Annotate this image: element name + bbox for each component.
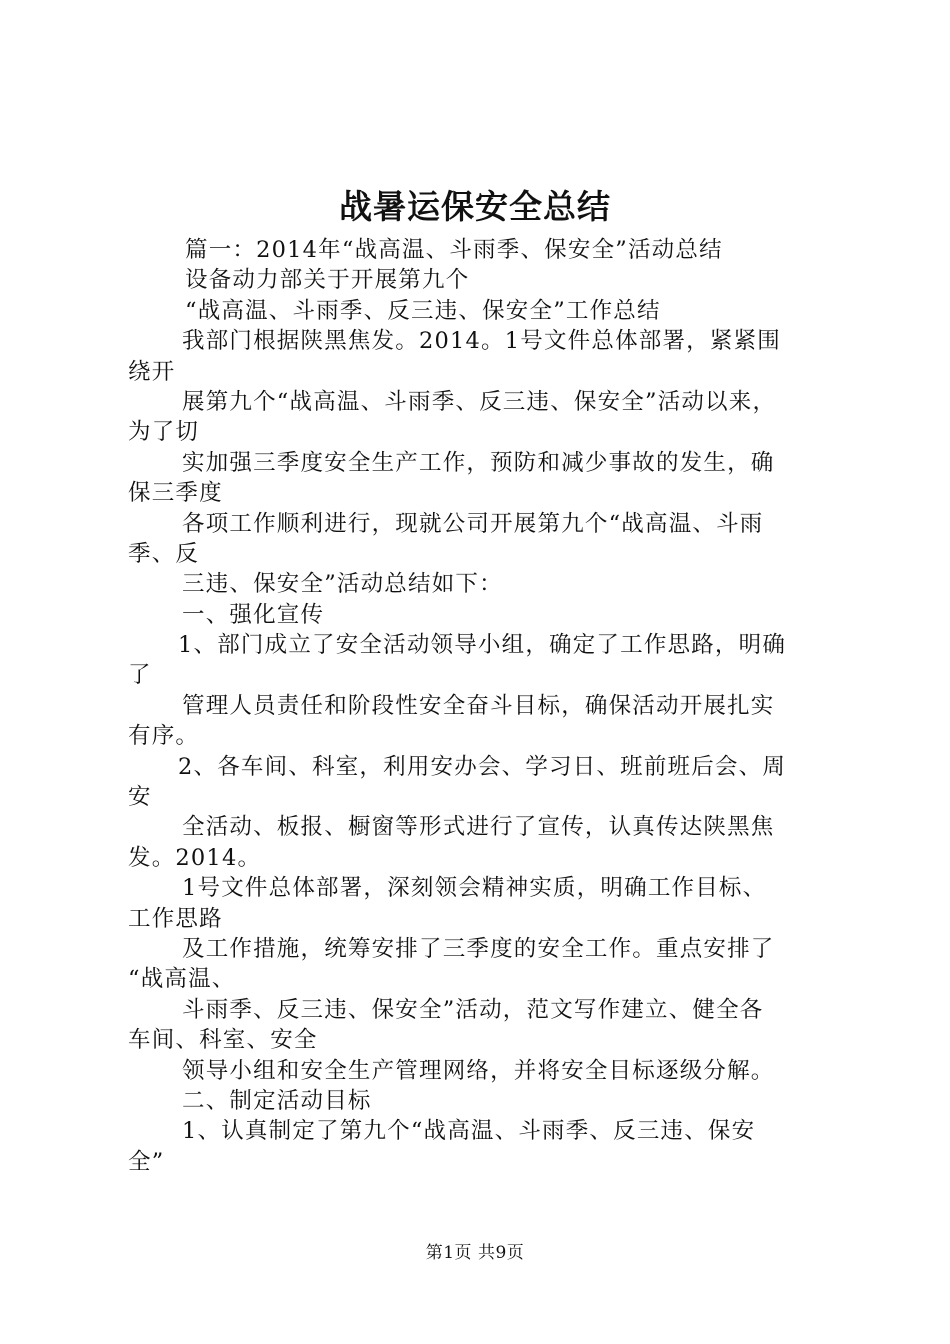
page-footer: 第1页 共9页 <box>425 1243 525 1263</box>
text-line: “战高温、斗雨季、反三违、保安全”工作总结 <box>185 297 661 324</box>
text-line: 领导小组和安全生产管理网络，并将安全目标逐级分解。 <box>182 1057 775 1084</box>
text-line: 1号文件总体部署，深刻领会精神实质，明确工作目标、 <box>182 875 767 902</box>
text-line: 1、认真制定了第九个“战高温、斗雨季、反三违、保安 <box>182 1118 756 1145</box>
text-line: 车间、科室、安全 <box>128 1027 318 1054</box>
text-line: 为了切 <box>128 419 200 446</box>
text-line: 2、各车间、科室，利用安办会、学习日、班前班后会、周 <box>178 753 787 780</box>
text-line: 展第九个“战高温、斗雨季、反三违、保安全”活动以来， <box>182 388 777 415</box>
text-line: 了 <box>128 662 152 689</box>
text-line: 各项工作顺利进行，现就公司开展第九个“战高温、斗雨 <box>182 510 764 537</box>
document-body <box>128 235 838 1177</box>
text-line: 一、强化宣传 <box>182 601 325 628</box>
text-line: 二、制定活动目标 <box>182 1087 372 1114</box>
document-title: 战暑运保安全总结 <box>339 187 611 226</box>
text-line: “战高温、 <box>128 966 236 993</box>
text-line: 发。2014。 <box>128 844 262 871</box>
text-line: 全” <box>128 1148 165 1175</box>
text-line: 实加强三季度安全生产工作，预防和减少事故的发生，确 <box>182 449 775 476</box>
text-line: 绕开 <box>128 358 176 385</box>
text-line: 设备动力部关于开展第九个 <box>185 267 470 294</box>
text-line: 三违、保安全”活动总结如下： <box>182 571 503 598</box>
text-line: 季、反 <box>128 540 200 567</box>
text-line: 管理人员责任和阶段性安全奋斗目标，确保活动开展扎实 <box>182 692 775 719</box>
text-line: 我部门根据陕黑焦发。2014。1号文件总体部署，紧紧围 <box>182 328 781 355</box>
text-line: 1、部门成立了安全活动领导小组，确定了工作思路，明确 <box>178 632 787 659</box>
text-line: 工作思路 <box>128 905 223 932</box>
text-line: 有序。 <box>128 723 200 750</box>
text-line: 斗雨季、反三违、保安全”活动，范文写作建立、健全各 <box>182 996 764 1023</box>
text-line: 及工作措施，统筹安排了三季度的安全工作。重点安排了 <box>182 935 775 962</box>
text-line: 全活动、板报、橱窗等形式进行了宣传，认真传达陕黑焦 <box>182 814 775 841</box>
text-line: 篇一：2014年“战高温、斗雨季、保安全”活动总结 <box>185 237 723 263</box>
text-line: 保三季度 <box>128 480 223 507</box>
text-line: 安 <box>128 784 152 811</box>
